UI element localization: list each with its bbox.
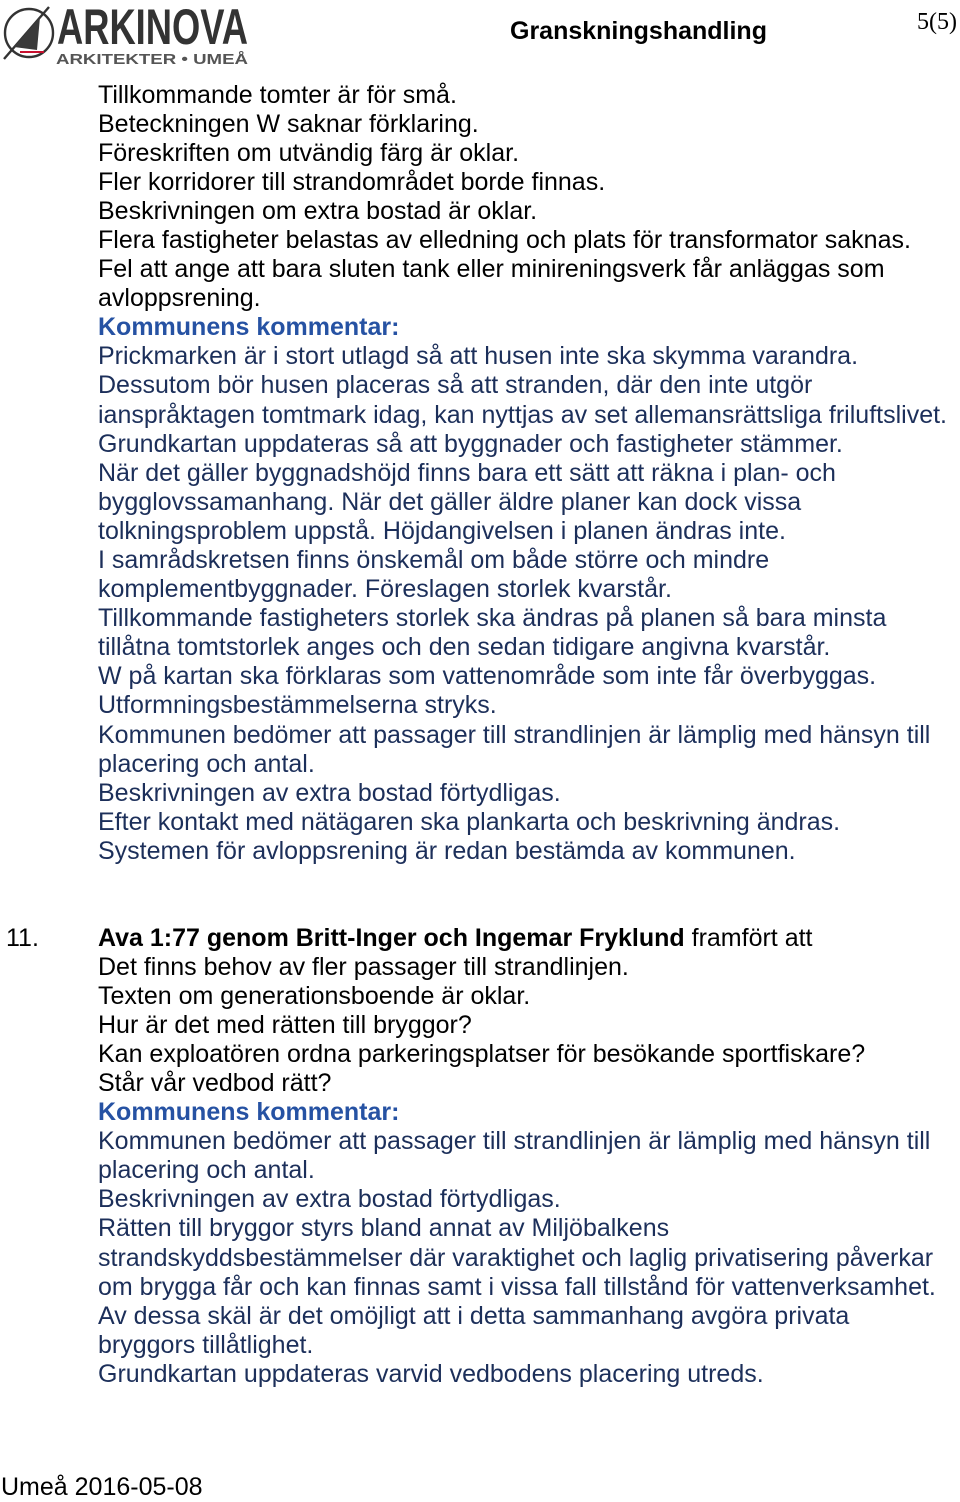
section-11	[6, 923, 960, 1390]
remark-line: Fel att ange att bara sluten tank eller minireningsverk får anläggas som	[98, 255, 885, 284]
previous-section	[98, 81, 960, 867]
comment-line: Dessutom bör husen placeras så att stranden, där den inte utgör	[98, 371, 813, 400]
comment-line: komplementbyggnader. Föreslagen storlek kvarstår.	[98, 575, 672, 604]
remark-line: Hur är det med rätten till bryggor?	[98, 1010, 472, 1039]
comment-line: Rätten till bryggor styrs bland annat av Miljöbalkens	[98, 1214, 670, 1243]
remark-line: Föreskriften om utvändig färg är oklar.	[98, 138, 520, 167]
comment-line: placering och antal.	[98, 749, 315, 778]
comment-line: bygglovssamanhang. När det gäller äldre planer kan dock vissa	[98, 487, 802, 516]
comment-line: Systemen för avloppsrening är redan bestämda av kommunen.	[98, 836, 796, 865]
comment-line: om brygga får och kan finnas samt i vissa fall tillstånd för vattenverksamhet.	[98, 1272, 936, 1301]
comment-line: placering och antal.	[98, 1156, 315, 1185]
comment-line: Grundkartan uppdateras så att byggnader och fastigheter stämmer.	[98, 429, 843, 458]
comment-line: ianspråktagen tomtmark idag, kan nyttjas av set allemansrättsliga friluftslivet.	[98, 400, 947, 429]
remark-line: Flera fastigheter belastas av elledning och plats för transformator saknas.	[98, 225, 911, 254]
section-author: Ava 1:77 genom Britt-Inger och Ingemar Fryklund	[98, 923, 685, 952]
comment-line: Beskrivningen av extra bostad förtydligas.	[98, 1185, 561, 1214]
remark-line: Beskrivningen om extra bostad är oklar.	[98, 196, 538, 225]
section-heading-suffix: framfört att	[691, 923, 813, 952]
document-status: Granskningshandling	[510, 17, 767, 45]
comment-line: Av dessa skäl är det omöjligt att i detta sammanhang avgöra privata	[98, 1301, 850, 1330]
comment-line: Efter kontakt med nätägaren ska plankarta och beskrivning ändras.	[98, 807, 841, 836]
section-number: 11.	[6, 923, 39, 952]
comment-line: I samrådskretsen finns önskemål om både större och mindre	[98, 546, 770, 574]
remark-line: Kan exploatören ordna parkeringsplatser för besökande sportfiskare?	[98, 1039, 866, 1068]
remark-line: Står vår vedbod rätt?	[98, 1068, 332, 1097]
comment-line: bryggors tillåtlighet.	[98, 1330, 314, 1359]
remark-line: Fler korridorer till strandområdet borde finnas.	[98, 167, 606, 196]
comment-label: Kommunens kommentar:	[98, 313, 400, 342]
comment-list	[98, 1127, 960, 1389]
comment-line: Utformningsbestämmelserna stryks.	[98, 691, 497, 720]
remark-line: Texten om generationsboende är oklar.	[98, 981, 531, 1010]
comment-line: Kommunen bedömer att passager till strandlinjen är lämplig med hänsyn till	[98, 1127, 931, 1156]
comment-line: Kommunen bedömer att passager till strandlinjen är lämplig med hänsyn till	[98, 720, 931, 749]
remark-line: Det finns behov av fler passager till strandlinjen.	[98, 952, 629, 981]
page-number: 5(5)	[917, 9, 957, 35]
compass-sail-icon	[4, 7, 53, 59]
comment-line: strandskyddsbestämmelser där varaktighet och laglig privatisering påverkar	[98, 1243, 934, 1272]
comment-line: När det gäller byggnadshöjd finns bara ett sätt att räkna i plan- och	[98, 458, 836, 487]
remark-line: Tillkommande tomter är för små.	[98, 80, 457, 109]
comment-line: Grundkartan uppdateras varvid vedbodens placering utreds.	[98, 1359, 764, 1388]
section-heading	[6, 923, 960, 953]
comment-line: tolkningsproblem uppstå. Höjdangivelsen i planen ändras inte.	[98, 516, 786, 545]
footer-place-date: Umeå 2016-05-08	[1, 1473, 203, 1501]
comment-line: tillåtna tomtstorlek anges och den sedan tidigare angivna kvarstår.	[98, 633, 831, 662]
comment-label: Kommunens kommentar:	[98, 1098, 400, 1127]
remarks-list	[98, 81, 960, 314]
comment-line: Prickmarken är i stort utlagd så att husen inte ska skymma varandra.	[98, 342, 859, 371]
logo-tagline: ARKITEKTER • UMEÅ	[56, 51, 249, 68]
comment-line: Tillkommande fastigheters storlek ska ändras på planen så bara minsta	[98, 604, 887, 633]
comment-line: W på kartan ska förklaras som vattenområde som inte får överbyggas.	[98, 662, 877, 691]
remarks-list	[98, 953, 960, 1098]
comment-list	[98, 342, 960, 866]
logo-wordmark: ARKINOVA	[57, 0, 248, 55]
remark-line: Beteckningen W saknar förklaring.	[98, 109, 479, 138]
remark-line: avloppsrening.	[98, 284, 261, 313]
comment-line: Beskrivningen av extra bostad förtydligas.	[98, 778, 561, 807]
company-logo	[0, 0, 252, 70]
